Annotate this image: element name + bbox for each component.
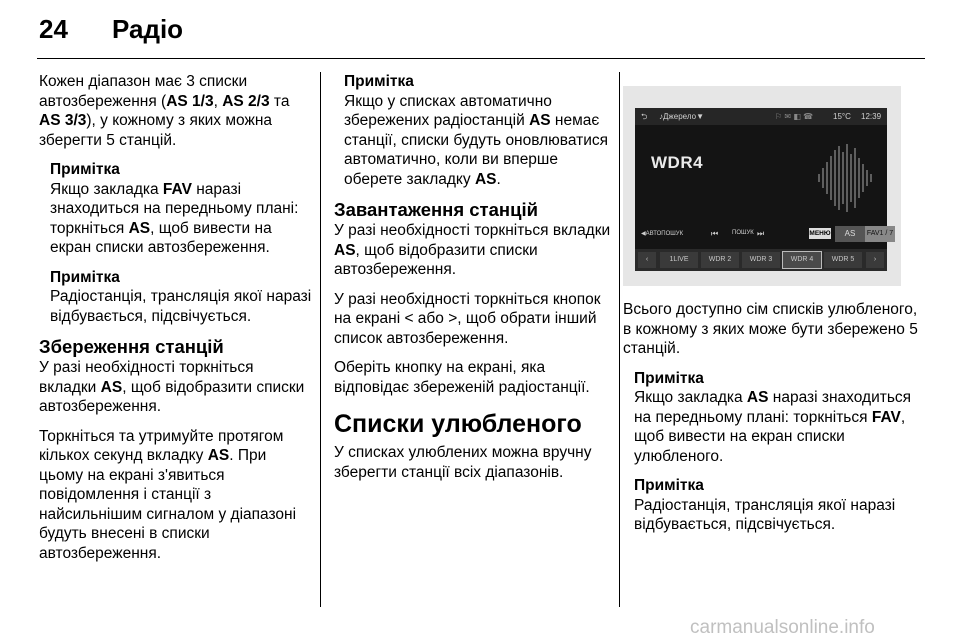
preset-button[interactable]: 1LIVE — [660, 252, 698, 268]
seek-label: ПОШУК — [732, 230, 754, 236]
preset-bar — [635, 249, 887, 271]
watermark: carmanualsonline.info — [690, 617, 875, 638]
seek-back-icon[interactable]: ⏮ — [711, 229, 719, 238]
note-text: Якщо закладка FAV наразі знаходиться на передньому плані: торкніться AS, щоб вивести на екран списки автозбереження. — [50, 180, 299, 256]
preset-button[interactable]: WDR 4 — [783, 252, 821, 268]
back-icon[interactable]: ⮌ — [641, 112, 648, 121]
preset-button[interactable]: WDR 3 — [742, 252, 780, 268]
clock: 12:39 — [861, 112, 882, 121]
note-block — [334, 72, 612, 189]
column-left — [39, 72, 314, 573]
preset-button[interactable]: WDR 2 — [701, 252, 739, 268]
source-menu[interactable]: ♪Джерело▼ — [659, 112, 704, 121]
autoscan-button[interactable]: ◀АВТОПОШУК — [641, 231, 684, 237]
note-text: Радіостанція, трансляція якої наразі відбувається, підсвічується. — [634, 496, 896, 533]
radio-display — [635, 108, 894, 271]
note-text: Радіостанція, трансляція якої наразі відбувається, підсвічується. — [50, 288, 312, 325]
menu-button[interactable]: МЕНЮ — [809, 230, 831, 237]
seek-forward-icon[interactable]: ⏭ — [757, 229, 765, 238]
paragraph: Всього доступно сім списків улюбленого, в кожному з яких може бути збережено 5 станцій. — [623, 301, 918, 357]
page-number: 24 — [39, 14, 68, 44]
paragraph: У разі необхідності торкніться кнопок на екрані < або >, щоб обрати інший список автозбереження. — [334, 290, 601, 347]
signal-wave-graphic — [815, 138, 877, 218]
section-heading: Збереження станцій — [39, 336, 224, 357]
note-text: Якщо у списках автоматично збережених радіостанцій AS немає станції, списки будуть оновлюватися автоматично, коли ви вперше оберете закладку AS. — [344, 92, 609, 188]
note-title: Примітка — [634, 369, 704, 387]
station-name: WDR4 — [651, 153, 704, 172]
as-tab[interactable]: AS — [835, 226, 865, 242]
note-block — [39, 160, 314, 258]
paragraph: У разі необхідності торкніться вкладки AS, щоб відобразити списки автозбереження. — [334, 222, 611, 278]
chevron-left-icon[interactable]: ‹ — [638, 252, 656, 268]
note-title: Примітка — [634, 477, 704, 494]
paragraph: У списках улюблених можна вручну зберегти станції всіх діапазонів. — [334, 444, 592, 481]
column-divider — [619, 72, 620, 607]
section-heading: Завантаження станцій — [334, 199, 538, 220]
temperature: 15°C — [833, 112, 851, 121]
preset-button[interactable]: WDR 5 — [824, 252, 862, 268]
note-block — [623, 369, 923, 467]
radio-screen-figure — [623, 86, 901, 286]
column-middle — [334, 72, 612, 492]
column-divider — [320, 72, 321, 607]
major-heading: Списки улюбленого — [334, 410, 582, 438]
intro-paragraph: Кожен діапазон має 3 списки автозбереження (AS 1/3, AS 2/3 та AS 3/3), у кожному з яких можна зберегти 5 станцій. — [39, 73, 290, 149]
note-title: Примітка — [50, 268, 120, 286]
page-title: Радіо — [112, 14, 184, 44]
fav-tab[interactable]: FAV1 / 7 — [865, 226, 895, 242]
note-block — [39, 268, 314, 327]
paragraph: Оберіть кнопку на екрані, яка відповідає збереженій радіостанції. — [334, 359, 590, 396]
column-right — [623, 300, 923, 545]
status-bar — [635, 108, 887, 125]
paragraph: Торкніться та утримуйте протягом кількох секунд вкладку AS. При цьому на екрані з'явиться повідомлення і станції з найсильнішим сигналом у діапазоні будуть внесені в списки автозбереження. — [39, 427, 297, 562]
note-block — [623, 476, 923, 535]
note-text: Якщо закладка AS наразі знаходиться на передньому плані: торкніться FAV, щоб вивести на екран списки улюбленого. — [634, 389, 912, 465]
note-title: Примітка — [50, 161, 120, 178]
page-header — [0, 0, 960, 62]
header-divider — [37, 58, 925, 59]
chevron-right-icon[interactable]: › — [866, 252, 884, 268]
paragraph: У разі необхідності торкніться вкладки AS, щоб відобразити списки автозбереження. — [39, 359, 305, 415]
note-title: Примітка — [344, 73, 414, 90]
status-icons: ⚐ ✉ ◧ ☎ — [775, 112, 814, 121]
